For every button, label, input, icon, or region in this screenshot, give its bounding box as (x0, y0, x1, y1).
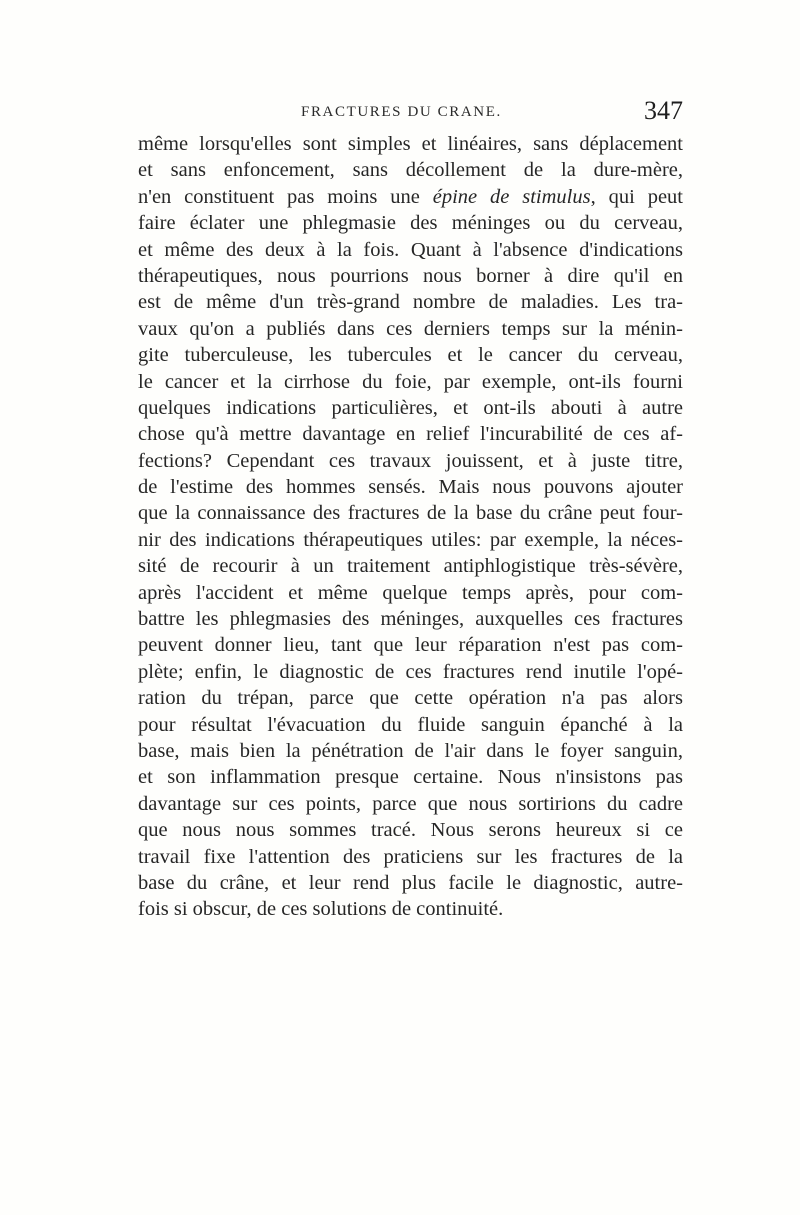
text-line: de l'estime des hommes sensés. Mais nous pouvons ajouter (138, 476, 683, 499)
text-line: même lorsqu'elles sont simples et linéaires, sans déplacement (138, 133, 683, 155)
text-line: pour résultat l'évacuation du fluide sanguin épanché à la (138, 713, 683, 736)
text-line: chose qu'à mettre davantage en relief l'incurabilité de ces af- (138, 423, 683, 446)
text-line: que la connaissance des fractures de la base du crâne peut four- (138, 502, 683, 525)
page-number: 347 (644, 96, 683, 125)
text-line: après l'accident et même quelque temps après, pour com- (138, 581, 683, 604)
running-title: FRACTURES DU CRANE. (301, 104, 502, 120)
text-line: peuvent donner lieu, tant que leur réparation n'est pas com- (138, 634, 683, 657)
text-line: vaux qu'on a publiés dans ces derniers temps sur la ménin- (138, 317, 683, 340)
text-line: quelques indications particulières, et ont-ils abouti à autre (138, 396, 683, 419)
text-line: le cancer et la cirrhose du foie, par exemple, ont-ils fourni (138, 370, 683, 393)
text-line: base, mais bien la pénétration de l'air dans le foyer sanguin, (138, 739, 683, 762)
text-line: thérapeutiques, nous pourrions nous borner à dire qu'il en (138, 264, 683, 287)
text-line: est de même d'un très-grand nombre de maladies. Les tra- (138, 291, 683, 314)
text-line: fections? Cependant ces travaux jouissent, et à juste titre, (138, 449, 683, 472)
text-line: nir des indications thérapeutiques utiles: par exemple, la néces- (138, 528, 683, 551)
text-line: et même des deux à la fois. Quant à l'absence d'indications (138, 238, 683, 261)
text-line: davantage sur ces points, parce que nous sortirions du cadre (138, 792, 683, 815)
text-line: plète; enfin, le diagnostic de ces fractures rend inutile l'opé- (138, 660, 683, 683)
text-line: faire éclater une phlegmasie des méninges ou du cerveau, (138, 212, 683, 235)
running-head (138, 96, 683, 126)
text-line: que nous nous sommes tracé. Nous serons heureux si ce (138, 819, 683, 842)
body-text (138, 131, 683, 923)
text-line: et son inflammation presque certaine. Nous n'insistons pas (138, 766, 683, 789)
text-line: fois si obscur, de ces solutions de continuité. (138, 898, 504, 921)
text-line: et sans enfoncement, sans décollement de la dure-mère, (138, 159, 683, 182)
text-line: ration du trépan, parce que cette opération n'a pas alors (138, 687, 683, 710)
italic-phrase: épine de stimulus (432, 185, 591, 208)
text-line: sité de recourir à un traitement antiphlogistique très-sévère, (138, 555, 683, 578)
text-line: battre les phlegmasies des méninges, auxquelles ces fractures (138, 608, 683, 631)
text-line: n'en constituent pas moins une épine de stimulus, qui peut (138, 185, 683, 208)
text-line: travail fixe l'attention des praticiens sur les fractures de la (138, 845, 683, 868)
text-line: gite tuberculeuse, les tubercules et le cancer du cerveau, (138, 344, 683, 367)
text-line: base du crâne, et leur rend plus facile le diagnostic, autre- (138, 871, 683, 894)
